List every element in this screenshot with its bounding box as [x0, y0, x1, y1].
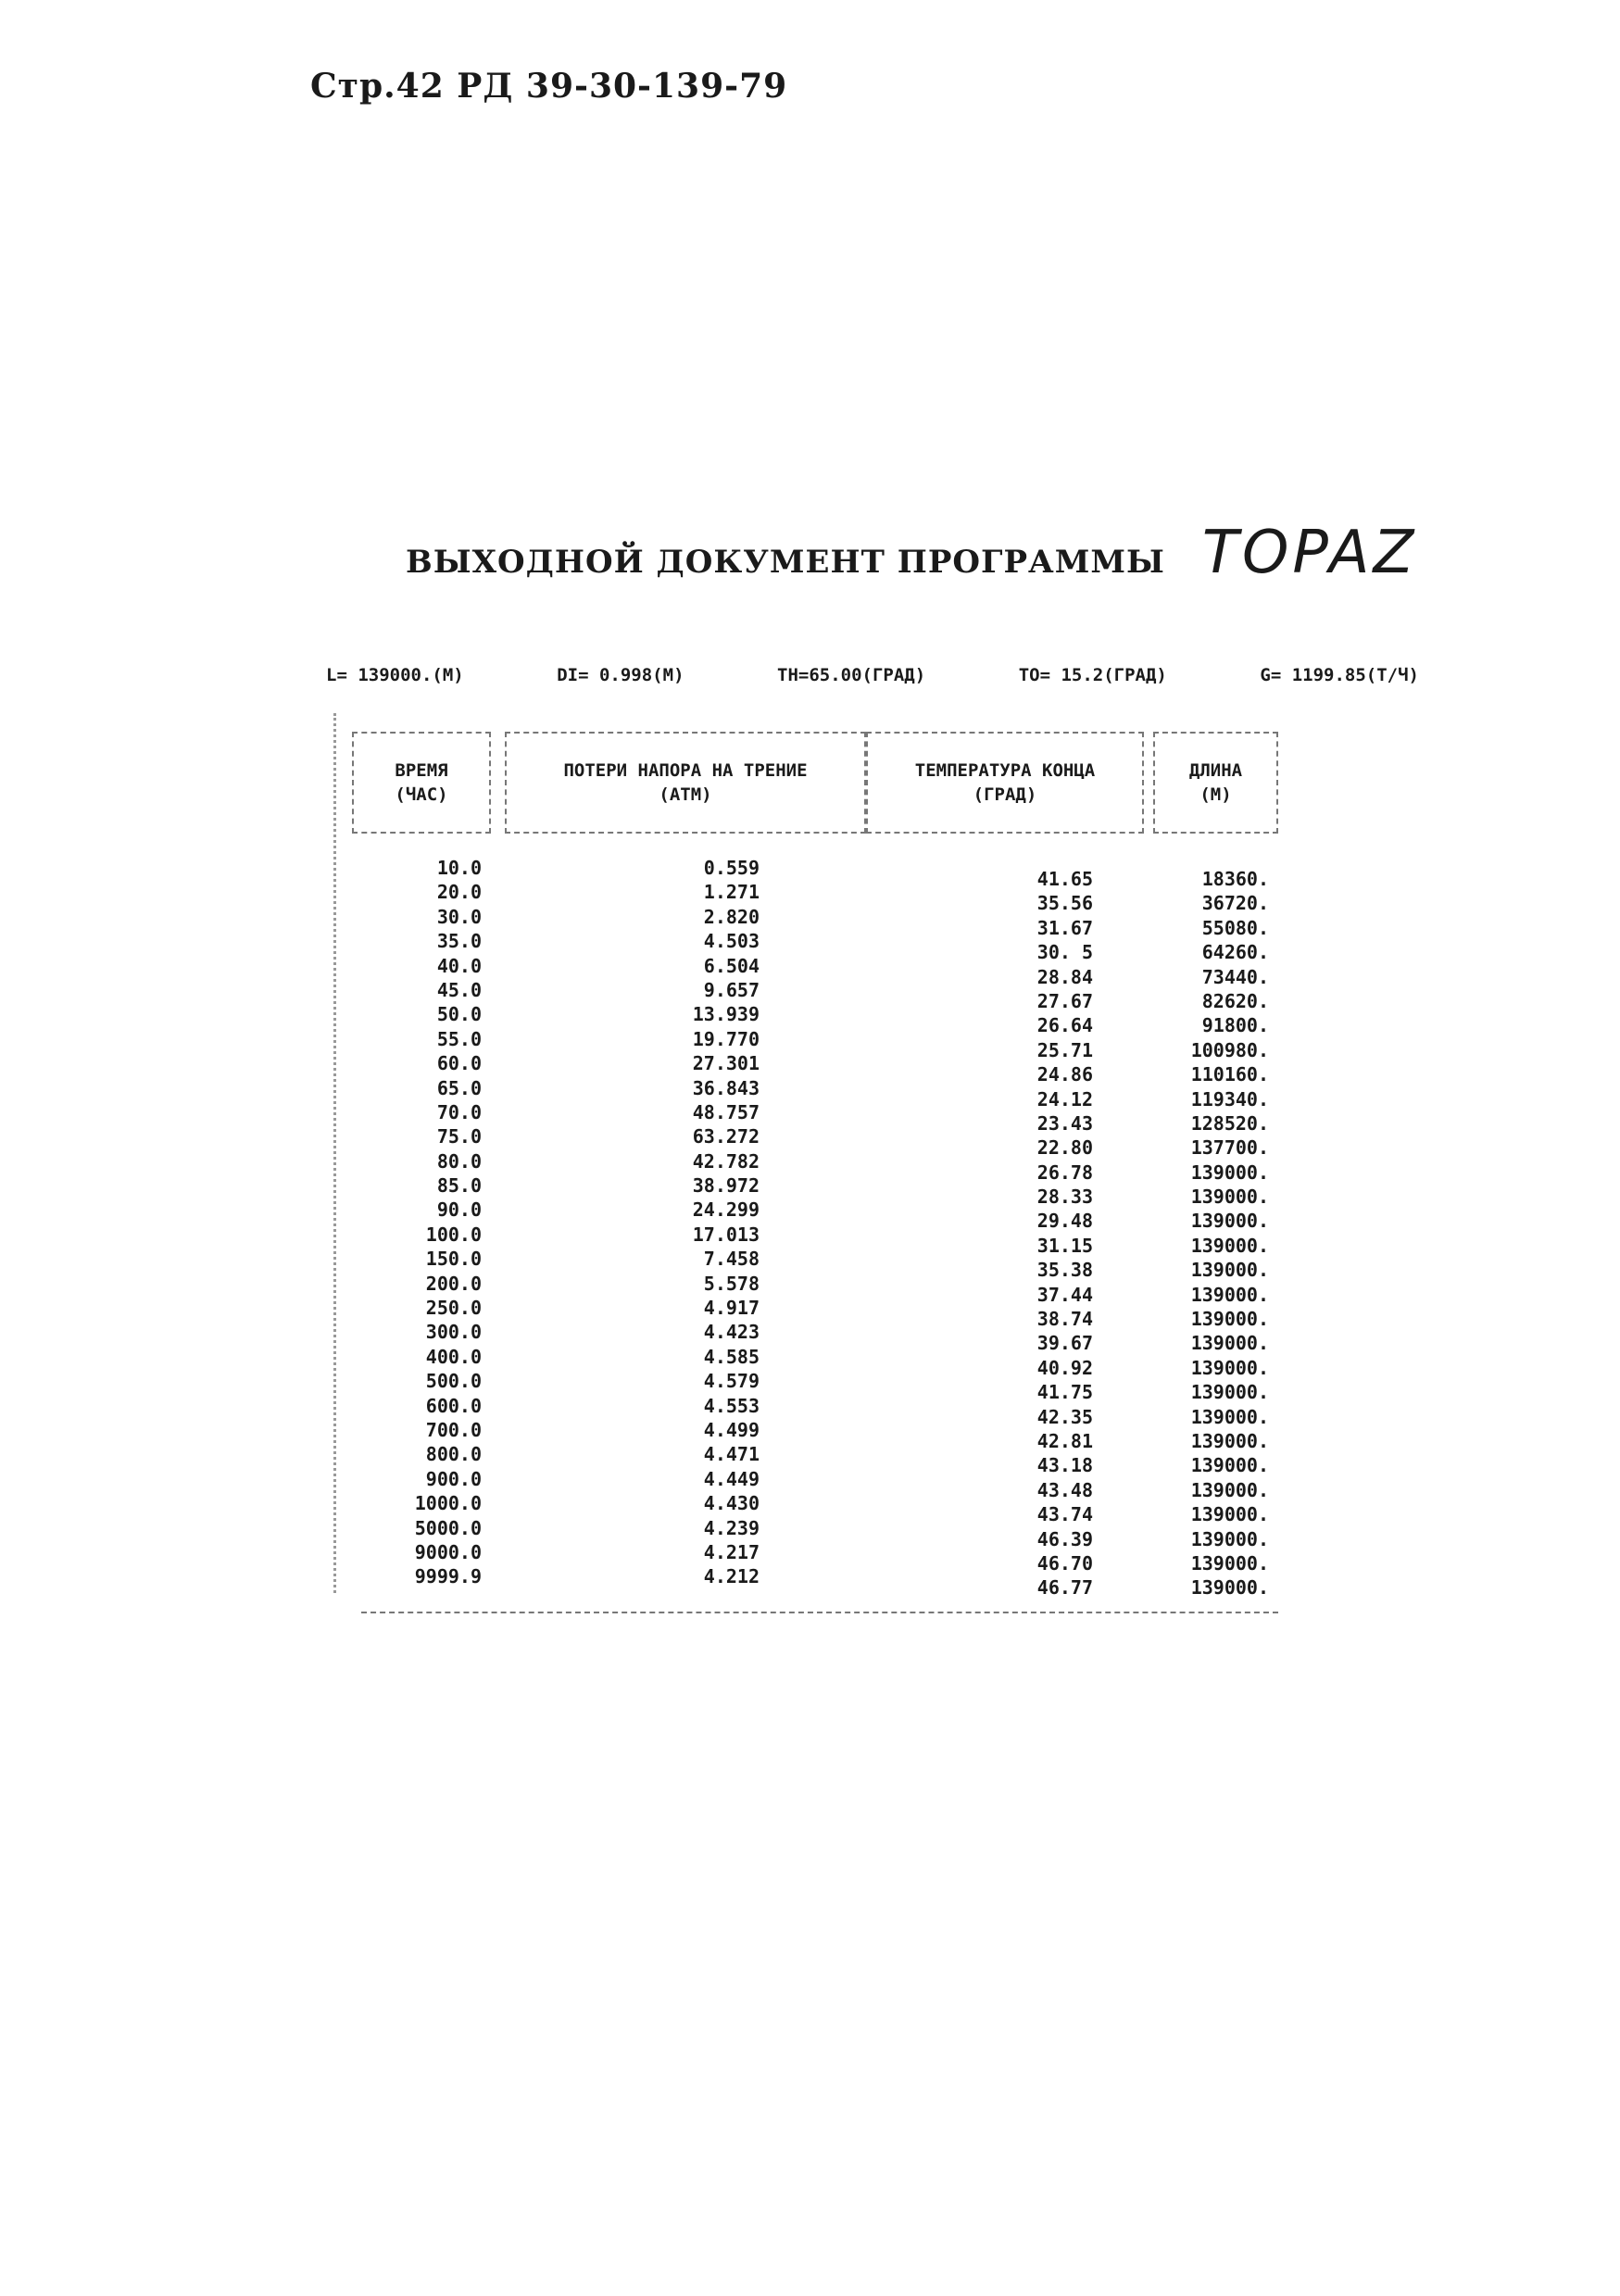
cell-end-temperature: 46.77 [1036, 1576, 1093, 1600]
cell-end-temperature: 24.12 [1036, 1087, 1093, 1110]
cell-time: 90.0 [436, 1198, 482, 1222]
cell-time: 35.0 [436, 930, 482, 953]
cell-end-temperature: 29.48 [1036, 1210, 1093, 1233]
cell-head-loss: 4.579 [703, 1370, 760, 1393]
table-row [333, 1345, 1306, 1379]
header-time-unit: (ЧАС) [395, 784, 448, 805]
cell-time: 30.0 [436, 905, 482, 928]
cell-time: 9999.9 [414, 1565, 482, 1588]
cell-length: 139000. [1190, 1503, 1269, 1526]
cell-time: 40.0 [436, 954, 482, 977]
cell-time: 200.0 [425, 1272, 482, 1295]
cell-end-temperature: 43.74 [1036, 1503, 1093, 1526]
table-row [333, 1076, 1306, 1110]
cell-length: 139000. [1190, 1405, 1269, 1428]
cell-time: 45.0 [436, 978, 482, 1001]
cell-length: 139000. [1190, 1454, 1269, 1477]
header-head-loss-unit: (АТМ) [659, 784, 712, 805]
cell-end-temperature: 39.67 [1036, 1332, 1093, 1355]
table-row [333, 930, 1306, 964]
cell-end-temperature: 24.86 [1036, 1063, 1093, 1086]
table-row [333, 1540, 1306, 1575]
cell-time: 250.0 [425, 1297, 482, 1320]
cell-length: 110160. [1190, 1063, 1269, 1086]
table-row [333, 1467, 1306, 1501]
cell-length: 139000. [1190, 1356, 1269, 1379]
table-row [333, 954, 1306, 988]
cell-length: 139000. [1190, 1186, 1269, 1209]
param-start-temperature: TН=65.00(ГРАД) [777, 665, 926, 685]
cell-length: 139000. [1190, 1332, 1269, 1355]
table-row [333, 1418, 1306, 1452]
header-end-temperature-unit: (ГРАД) [973, 784, 1037, 805]
cell-length: 128520. [1190, 1111, 1269, 1135]
cell-head-loss: 4.212 [703, 1565, 760, 1588]
table-row [333, 881, 1306, 915]
cell-time: 10.0 [436, 857, 482, 879]
table-row [333, 1370, 1306, 1404]
cell-end-temperature: 31.15 [1036, 1234, 1093, 1257]
table-row [333, 1125, 1306, 1160]
cell-end-temperature: 41.65 [1036, 868, 1093, 890]
table-row [333, 978, 1306, 1012]
cell-time: 80.0 [436, 1149, 482, 1173]
cell-end-temperature: 28.84 [1036, 965, 1093, 988]
document-title [406, 519, 1417, 593]
cell-head-loss: 63.272 [692, 1125, 760, 1148]
header-time [352, 732, 491, 834]
cell-length: 91800. [1201, 1014, 1269, 1037]
header-length [1153, 732, 1278, 834]
header-end-temperature-label: ТЕМПЕРАТУРА КОНЦА [914, 760, 1096, 781]
cell-length: 139000. [1190, 1478, 1269, 1501]
cell-time: 70.0 [436, 1100, 482, 1123]
table-row [333, 1223, 1306, 1257]
cell-end-temperature: 23.43 [1036, 1111, 1093, 1135]
cell-head-loss: 4.499 [703, 1418, 760, 1441]
table-row [333, 1198, 1306, 1233]
table-row [333, 1272, 1306, 1306]
cell-length: 18360. [1201, 868, 1269, 890]
cell-length: 55080. [1201, 916, 1269, 939]
cell-end-temperature: 26.64 [1036, 1014, 1093, 1037]
table-body [333, 857, 1306, 1600]
cell-length: 139000. [1190, 1210, 1269, 1233]
cell-head-loss: 6.504 [703, 954, 760, 977]
cell-time: 700.0 [425, 1418, 482, 1441]
cell-length: 36720. [1201, 892, 1269, 915]
cell-head-loss: 4.449 [703, 1467, 760, 1490]
table-row [333, 1297, 1306, 1331]
cell-head-loss: 5.578 [703, 1272, 760, 1295]
cell-end-temperature: 31.67 [1036, 916, 1093, 939]
param-ambient-temperature: TО= 15.2(ГРАД) [1018, 665, 1167, 685]
cell-time: 400.0 [425, 1345, 482, 1368]
document-title-text: ВЫХОДНОЙ ДОКУМЕНТ ПРОГРАММЫ [406, 544, 1165, 581]
cell-head-loss: 1.271 [703, 881, 760, 904]
cell-time: 9000.0 [414, 1540, 482, 1563]
cell-length: 119340. [1190, 1087, 1269, 1110]
table-row [333, 1100, 1306, 1135]
cell-length: 139000. [1190, 1308, 1269, 1331]
cell-head-loss: 42.782 [692, 1149, 760, 1173]
parameters-line [326, 665, 1419, 693]
cell-head-loss: 4.553 [703, 1394, 760, 1417]
cell-length: 139000. [1190, 1283, 1269, 1306]
param-flow-rate: G= 1199.85(Т/Ч) [1260, 665, 1419, 685]
cell-end-temperature: 42.81 [1036, 1429, 1093, 1452]
cell-time: 20.0 [436, 881, 482, 904]
cell-length: 139000. [1190, 1551, 1269, 1575]
cell-end-temperature: 46.39 [1036, 1527, 1093, 1550]
cell-head-loss: 9.657 [703, 978, 760, 1001]
table-row [333, 1492, 1306, 1526]
cell-end-temperature: 37.44 [1036, 1283, 1093, 1306]
table-row [333, 1394, 1306, 1428]
table-row [333, 1565, 1306, 1600]
cell-length: 100980. [1190, 1038, 1269, 1061]
cell-time: 100.0 [425, 1223, 482, 1246]
cell-head-loss: 19.770 [692, 1027, 760, 1050]
table-row [333, 1003, 1306, 1037]
cell-time: 800.0 [425, 1443, 482, 1466]
cell-end-temperature: 25.71 [1036, 1038, 1093, 1061]
cell-length: 139000. [1190, 1161, 1269, 1184]
table-row [333, 1174, 1306, 1209]
cell-end-temperature: 35.38 [1036, 1259, 1093, 1282]
cell-end-temperature: 43.48 [1036, 1478, 1093, 1501]
cell-head-loss: 17.013 [692, 1223, 760, 1246]
cell-time: 60.0 [436, 1052, 482, 1075]
cell-head-loss: 48.757 [692, 1100, 760, 1123]
cell-length: 139000. [1190, 1381, 1269, 1404]
cell-head-loss: 4.585 [703, 1345, 760, 1368]
table-row [333, 1027, 1306, 1061]
cell-head-loss: 4.239 [703, 1516, 760, 1539]
cell-length: 139000. [1190, 1527, 1269, 1550]
cell-length: 64260. [1201, 941, 1269, 964]
cell-end-temperature: 40.92 [1036, 1356, 1093, 1379]
table-row [333, 1052, 1306, 1086]
cell-head-loss: 36.843 [692, 1076, 760, 1099]
cell-length: 73440. [1201, 965, 1269, 988]
cell-time: 75.0 [436, 1125, 482, 1148]
cell-length: 139000. [1190, 1576, 1269, 1600]
param-length: L= 139000.(М) [326, 665, 464, 685]
cell-head-loss: 27.301 [692, 1052, 760, 1075]
cell-end-temperature: 28.33 [1036, 1186, 1093, 1209]
cell-time: 65.0 [436, 1076, 482, 1099]
header-head-loss [505, 732, 866, 834]
cell-end-temperature: 30. 5 [1036, 941, 1093, 964]
cell-head-loss: 2.820 [703, 905, 760, 928]
cell-head-loss: 4.423 [703, 1321, 760, 1344]
cell-time: 900.0 [425, 1467, 482, 1490]
cell-end-temperature: 46.70 [1036, 1551, 1093, 1575]
cell-end-temperature: 22.80 [1036, 1136, 1093, 1160]
cell-time: 600.0 [425, 1394, 482, 1417]
cell-head-loss: 0.559 [703, 857, 760, 879]
cell-time: 5000.0 [414, 1516, 482, 1539]
page-header: Стр.42 РД 39-30-139-79 [310, 67, 788, 106]
table-row [333, 1149, 1306, 1184]
cell-head-loss: 4.430 [703, 1492, 760, 1515]
table-row [333, 1321, 1306, 1355]
cell-end-temperature: 27.67 [1036, 989, 1093, 1012]
cell-end-temperature: 42.35 [1036, 1405, 1093, 1428]
cell-length: 139000. [1190, 1259, 1269, 1282]
cell-end-temperature: 38.74 [1036, 1308, 1093, 1331]
cell-time: 55.0 [436, 1027, 482, 1050]
cell-head-loss: 24.299 [692, 1198, 760, 1222]
cell-head-loss: 4.471 [703, 1443, 760, 1466]
cell-head-loss: 13.939 [692, 1003, 760, 1026]
cell-time: 300.0 [425, 1321, 482, 1344]
cell-time: 500.0 [425, 1370, 482, 1393]
table-row [333, 1516, 1306, 1550]
cell-time: 1000.0 [414, 1492, 482, 1515]
header-length-label: ДЛИНА [1188, 760, 1243, 781]
cell-length: 139000. [1190, 1234, 1269, 1257]
header-time-label: ВРЕМЯ [395, 760, 448, 781]
header-end-temperature [866, 732, 1144, 834]
cell-time: 150.0 [425, 1248, 482, 1271]
cell-end-temperature: 26.78 [1036, 1161, 1093, 1184]
table-row [333, 857, 1306, 890]
cell-time: 85.0 [436, 1174, 482, 1198]
cell-head-loss: 7.458 [703, 1248, 760, 1271]
header-length-unit: (М) [1199, 784, 1232, 805]
header-head-loss-label: ПОТЕРИ НАПОРА НА ТРЕНИЕ [563, 760, 808, 781]
program-name: TOPAZ [1201, 519, 1418, 587]
cell-head-loss: 4.503 [703, 930, 760, 953]
cell-length: 137700. [1190, 1136, 1269, 1160]
table-row [333, 1443, 1306, 1477]
cell-head-loss: 4.217 [703, 1540, 760, 1563]
cell-head-loss: 38.972 [692, 1174, 760, 1198]
cell-head-loss: 4.917 [703, 1297, 760, 1320]
results-table [333, 713, 1306, 1612]
cell-time: 50.0 [436, 1003, 482, 1026]
cell-end-temperature: 35.56 [1036, 892, 1093, 915]
cell-end-temperature: 41.75 [1036, 1381, 1093, 1404]
table-row [333, 905, 1306, 939]
param-diameter: DI= 0.998(М) [557, 665, 684, 685]
cell-length: 82620. [1201, 989, 1269, 1012]
cell-end-temperature: 43.18 [1036, 1454, 1093, 1477]
table-row [333, 1248, 1306, 1282]
table-bottom-rule [361, 1612, 1278, 1613]
cell-length: 139000. [1190, 1429, 1269, 1452]
